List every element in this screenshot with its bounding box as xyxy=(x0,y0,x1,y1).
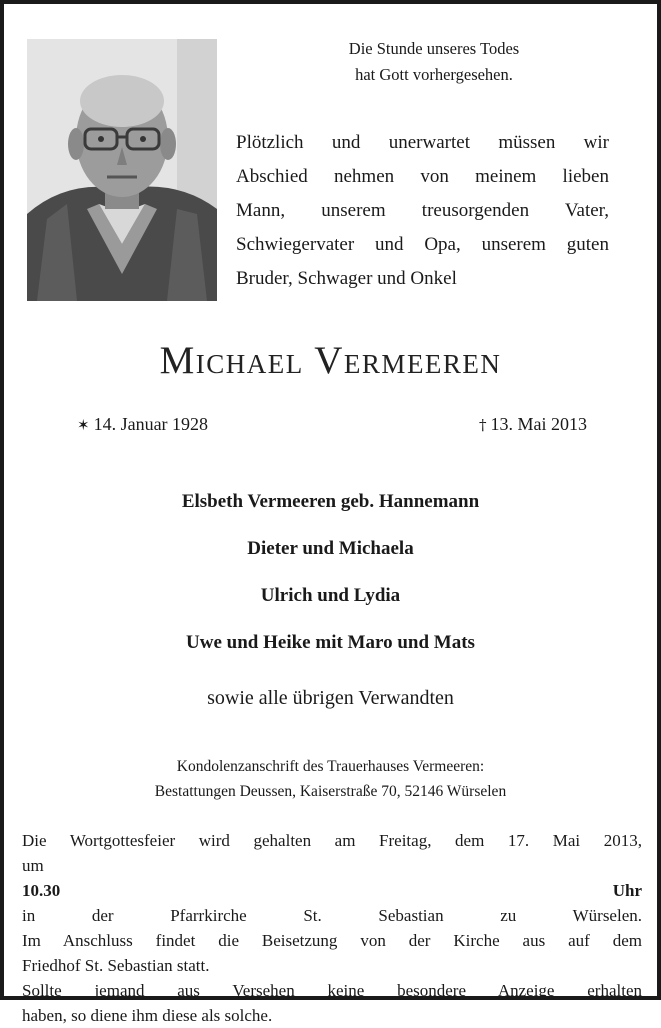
intro-line: Bruder, Schwager und Onkel xyxy=(236,268,457,289)
service-line-post: in der Pfarrkirche St. Sebastian zu Würselen. xyxy=(22,906,642,925)
death-date: 13. Mai 2013 xyxy=(490,414,587,434)
service-time: 10.30 Uhr xyxy=(22,881,642,900)
service-line-pre: um xyxy=(22,856,44,875)
intro-line: Plötzlich und unerwartet müssen wir xyxy=(236,132,609,153)
condolence-line: Bestattungen Deussen, Kaiserstraße 70, 52146 Würselen xyxy=(154,783,507,800)
portrait-image xyxy=(27,39,217,301)
service-line: Die Wortgottesfeier wird gehalten am Freitag, dem 17. Mai 2013, xyxy=(22,831,642,850)
death-cross-icon: † xyxy=(479,416,487,434)
service-line: Friedhof St. Sebastian statt. xyxy=(22,956,210,975)
family-member: Ulrich und Lydia xyxy=(260,585,401,606)
service-info xyxy=(22,828,642,1028)
intro-line: Mann, unserem treusorgenden Vater, xyxy=(236,200,609,221)
birth-date: 14. Januar 1928 xyxy=(93,414,209,434)
family-member: Elsbeth Vermeeren geb. Hannemann xyxy=(181,491,480,512)
birth-info xyxy=(77,414,208,435)
family-list xyxy=(4,487,657,675)
service-line: Sollte jemand aus Versehen keine besondere Anzeige erhalten xyxy=(22,981,642,1000)
intro-line: Abschied nehmen von meinem lieben xyxy=(236,166,609,187)
motto xyxy=(264,36,604,88)
service-line xyxy=(22,853,642,928)
death-info xyxy=(479,414,587,435)
motto-line: Die Stunde unseres Todes xyxy=(348,39,520,58)
condolence-address xyxy=(4,754,657,804)
service-line: Im Anschluss findet die Beisetzung von der Kirche aus auf dem xyxy=(22,931,642,950)
service-line: haben, so diene ihm diese als solche. xyxy=(22,1006,273,1025)
birth-star-icon: ✶ xyxy=(77,416,90,434)
family-member: Uwe und Heike mit Maro und Mats xyxy=(186,632,475,653)
intro-line: Schwiegervater und Opa, unserem guten xyxy=(236,234,609,255)
intro-text xyxy=(236,126,609,296)
portrait-photo xyxy=(27,39,217,301)
motto-line: hat Gott vorhergesehen. xyxy=(355,65,513,84)
condolence-line: Kondolenzanschrift des Trauerhauses Vermeeren: xyxy=(176,758,485,775)
deceased-name: Michael Vermeeren xyxy=(159,339,502,382)
family-member: Dieter und Michaela xyxy=(247,538,414,559)
relatives-line: sowie alle übrigen Verwandten xyxy=(207,687,454,709)
